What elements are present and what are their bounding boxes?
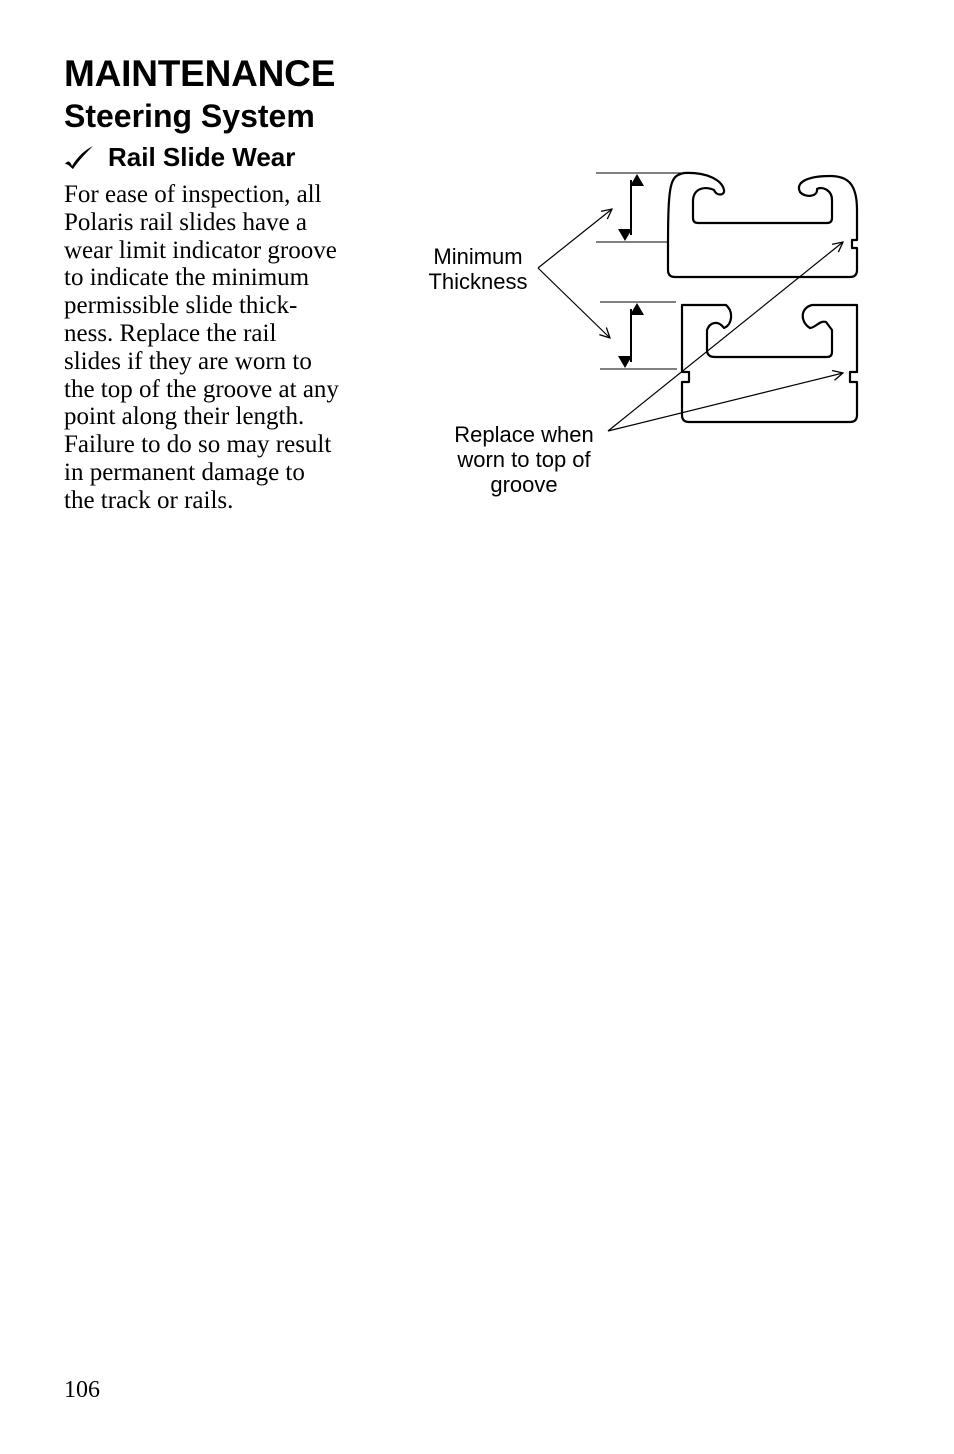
label-line: Thickness	[428, 269, 528, 294]
body-paragraph	[64, 181, 369, 515]
page-number: 106	[64, 1377, 100, 1403]
body-line: slides if they are worn to	[64, 347, 312, 375]
worn-rail-slide-outline	[682, 305, 857, 422]
body-line: wear limit indicator groove	[64, 236, 337, 264]
topic-title: Rail Slide Wear	[108, 142, 296, 172]
checkmark-icon	[64, 144, 94, 170]
body-line: ness. Replace the rail	[64, 319, 277, 347]
minimum-thickness-label	[416, 244, 540, 294]
label-line: Minimum	[433, 244, 523, 269]
body-line: the top of the groove at any	[64, 375, 339, 403]
body-line: in permanent damage to	[64, 458, 305, 486]
body-line: Polaris rail slides have a	[64, 208, 307, 236]
replace-groove-label	[436, 422, 612, 497]
body-line: Failure to do so may result	[64, 431, 332, 459]
topic-heading	[64, 140, 295, 174]
label-line: groove	[490, 472, 558, 497]
rail-slide-diagram	[410, 160, 870, 510]
label-line: Replace when	[454, 422, 594, 447]
subsection-title: Steering System	[64, 98, 315, 134]
new-rail-slide-outline	[668, 173, 857, 277]
body-line: to indicate the minimum	[64, 264, 310, 292]
body-line: For ease of inspection, all	[64, 181, 322, 208]
label-line: worn to top of	[457, 447, 591, 472]
section-title: MAINTENANCE	[64, 53, 336, 94]
body-line: point along their length.	[64, 403, 305, 431]
body-line: permissible slide thick-	[64, 292, 298, 320]
body-line: the track or rails.	[64, 486, 234, 514]
